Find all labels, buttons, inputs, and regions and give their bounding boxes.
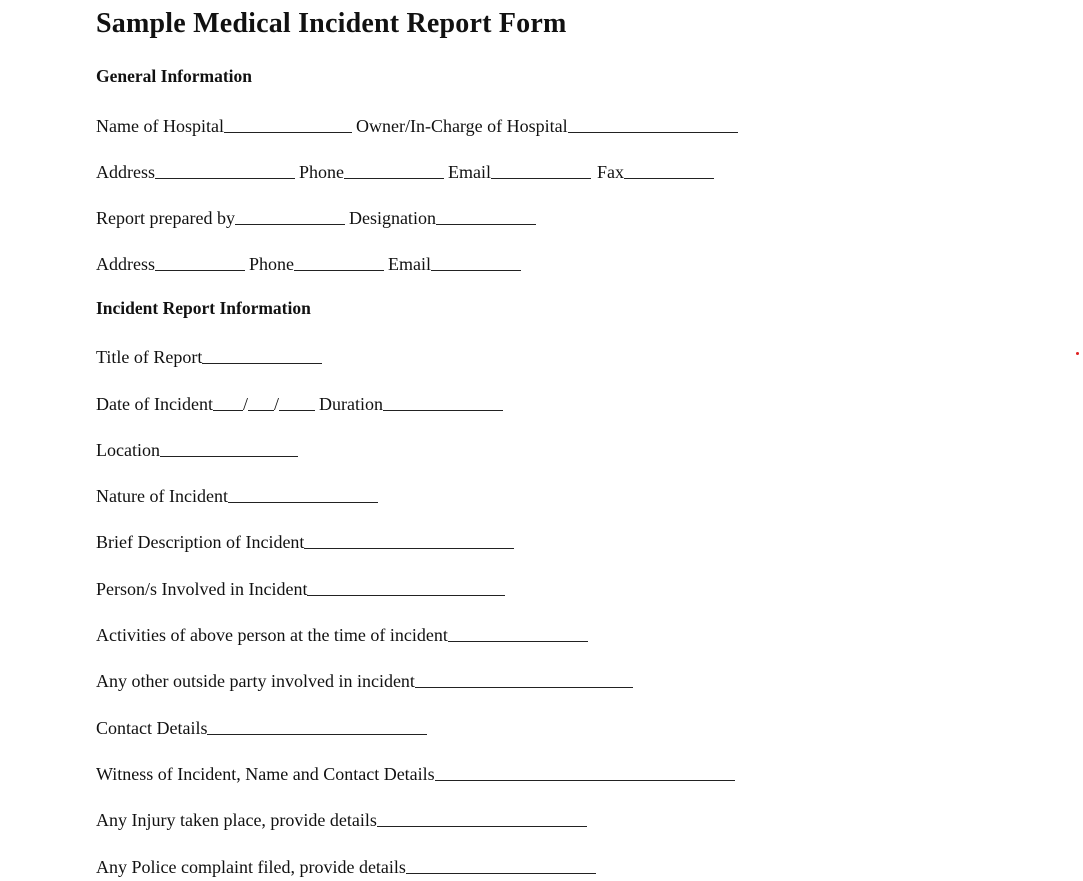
brief-description-field[interactable] — [96, 532, 514, 552]
preparer-email-field[interactable] — [388, 254, 521, 274]
injury-label: Any Injury taken place, provide details — [96, 810, 377, 830]
nature-of-incident-blank[interactable] — [228, 501, 378, 503]
form-row-brief-description — [96, 528, 514, 552]
owner-in-charge-blank[interactable] — [568, 131, 738, 133]
preparer-phone-label: Phone — [249, 254, 294, 274]
outside-party-label: Any other outside party involved in incident — [96, 671, 415, 691]
date-year-blank[interactable] — [279, 409, 315, 411]
hospital-address-field[interactable] — [96, 162, 295, 182]
designation-label: Designation — [348, 208, 436, 228]
form-row-preparer-contact — [96, 250, 521, 274]
name-of-hospital-field[interactable] — [96, 116, 352, 136]
red-dot-mark — [1076, 352, 1079, 355]
persons-involved-blank[interactable] — [307, 594, 505, 596]
name-of-hospital-label: Name of Hospital — [96, 116, 224, 136]
outside-party-blank[interactable] — [415, 686, 633, 688]
preparer-email-label: Email — [388, 254, 431, 274]
form-row-persons-involved — [96, 575, 505, 599]
form-row-witness — [96, 760, 735, 784]
injury-field[interactable] — [96, 810, 587, 830]
hospital-fax-field[interactable] — [597, 162, 714, 182]
location-label: Location — [96, 440, 160, 460]
hospital-email-label: Email — [448, 162, 491, 182]
form-row-preparer — [96, 204, 536, 228]
hospital-fax-blank[interactable] — [624, 177, 714, 179]
preparer-address-blank[interactable] — [155, 269, 245, 271]
section-heading-incident: Incident Report Information — [96, 298, 311, 318]
location-blank[interactable] — [160, 455, 298, 457]
form-row-nature — [96, 482, 378, 506]
injury-blank[interactable] — [377, 825, 587, 827]
owner-in-charge-label: Owner/In-Charge of Hospital — [355, 116, 568, 136]
date-day-blank[interactable] — [213, 409, 243, 411]
preparer-email-blank[interactable] — [431, 269, 521, 271]
form-row-hospital-contact — [96, 158, 714, 182]
police-complaint-label: Any Police complaint filed, provide details — [96, 857, 406, 877]
form-row-injury — [96, 806, 587, 830]
form-row-date-duration — [96, 390, 503, 414]
preparer-address-label: Address — [96, 254, 155, 274]
activities-blank[interactable] — [448, 640, 588, 642]
location-field[interactable] — [96, 440, 298, 460]
contact-details-field[interactable] — [96, 718, 427, 738]
form-row-title-of-report — [96, 343, 322, 367]
hospital-phone-blank[interactable] — [344, 177, 444, 179]
nature-of-incident-label: Nature of Incident — [96, 486, 228, 506]
brief-description-blank[interactable] — [304, 547, 514, 549]
witness-label: Witness of Incident, Name and Contact Details — [96, 764, 435, 784]
date-separator: / — [242, 394, 248, 414]
hospital-email-field[interactable] — [448, 162, 591, 182]
preparer-phone-field[interactable] — [249, 254, 384, 274]
report-prepared-by-blank[interactable] — [235, 223, 345, 225]
hospital-fax-label: Fax — [597, 162, 624, 182]
hospital-phone-field[interactable] — [299, 162, 444, 182]
owner-in-charge-field[interactable] — [356, 116, 738, 136]
title-of-report-field[interactable] — [96, 347, 322, 367]
section-heading-general: General Information — [96, 66, 253, 86]
designation-field[interactable] — [349, 208, 536, 228]
witness-blank[interactable] — [435, 779, 735, 781]
report-prepared-by-label: Report prepared by — [96, 208, 235, 228]
duration-field[interactable] — [319, 394, 503, 414]
date-of-incident-field[interactable] — [96, 394, 315, 414]
witness-field[interactable] — [96, 764, 735, 784]
hospital-email-blank[interactable] — [491, 177, 591, 179]
title-of-report-label: Title of Report — [96, 347, 203, 367]
form-row-police-complaint — [96, 853, 596, 877]
date-month-blank[interactable] — [248, 409, 274, 411]
hospital-address-blank[interactable] — [155, 177, 295, 179]
date-of-incident-label: Date of Incident — [96, 394, 213, 414]
date-separator: / — [273, 394, 279, 414]
form-row-outside-party — [96, 667, 633, 691]
police-complaint-field[interactable] — [96, 857, 596, 877]
activities-field[interactable] — [96, 625, 588, 645]
form-row-activities — [96, 621, 588, 645]
nature-of-incident-field[interactable] — [96, 486, 378, 506]
outside-party-field[interactable] — [96, 671, 633, 691]
page-title: Sample Medical Incident Report Form — [96, 8, 567, 39]
duration-blank[interactable] — [383, 409, 503, 411]
persons-involved-field[interactable] — [96, 579, 505, 599]
police-complaint-blank[interactable] — [406, 872, 596, 874]
form-row-hospital — [96, 112, 738, 136]
hospital-phone-label: Phone — [299, 162, 344, 182]
preparer-phone-blank[interactable] — [294, 269, 384, 271]
form-row-contact-details — [96, 714, 427, 738]
designation-blank[interactable] — [436, 223, 536, 225]
title-of-report-blank[interactable] — [202, 362, 322, 364]
brief-description-label: Brief Description of Incident — [96, 532, 305, 552]
form-row-location — [96, 436, 298, 460]
contact-details-label: Contact Details — [96, 718, 208, 738]
duration-label: Duration — [318, 394, 383, 414]
name-of-hospital-blank[interactable] — [224, 131, 352, 133]
hospital-address-label: Address — [96, 162, 155, 182]
contact-details-blank[interactable] — [207, 733, 427, 735]
activities-label: Activities of above person at the time of incident — [96, 625, 448, 645]
persons-involved-label: Person/s Involved in Incident — [96, 579, 308, 599]
report-prepared-by-field[interactable] — [96, 208, 345, 228]
preparer-address-field[interactable] — [96, 254, 245, 274]
